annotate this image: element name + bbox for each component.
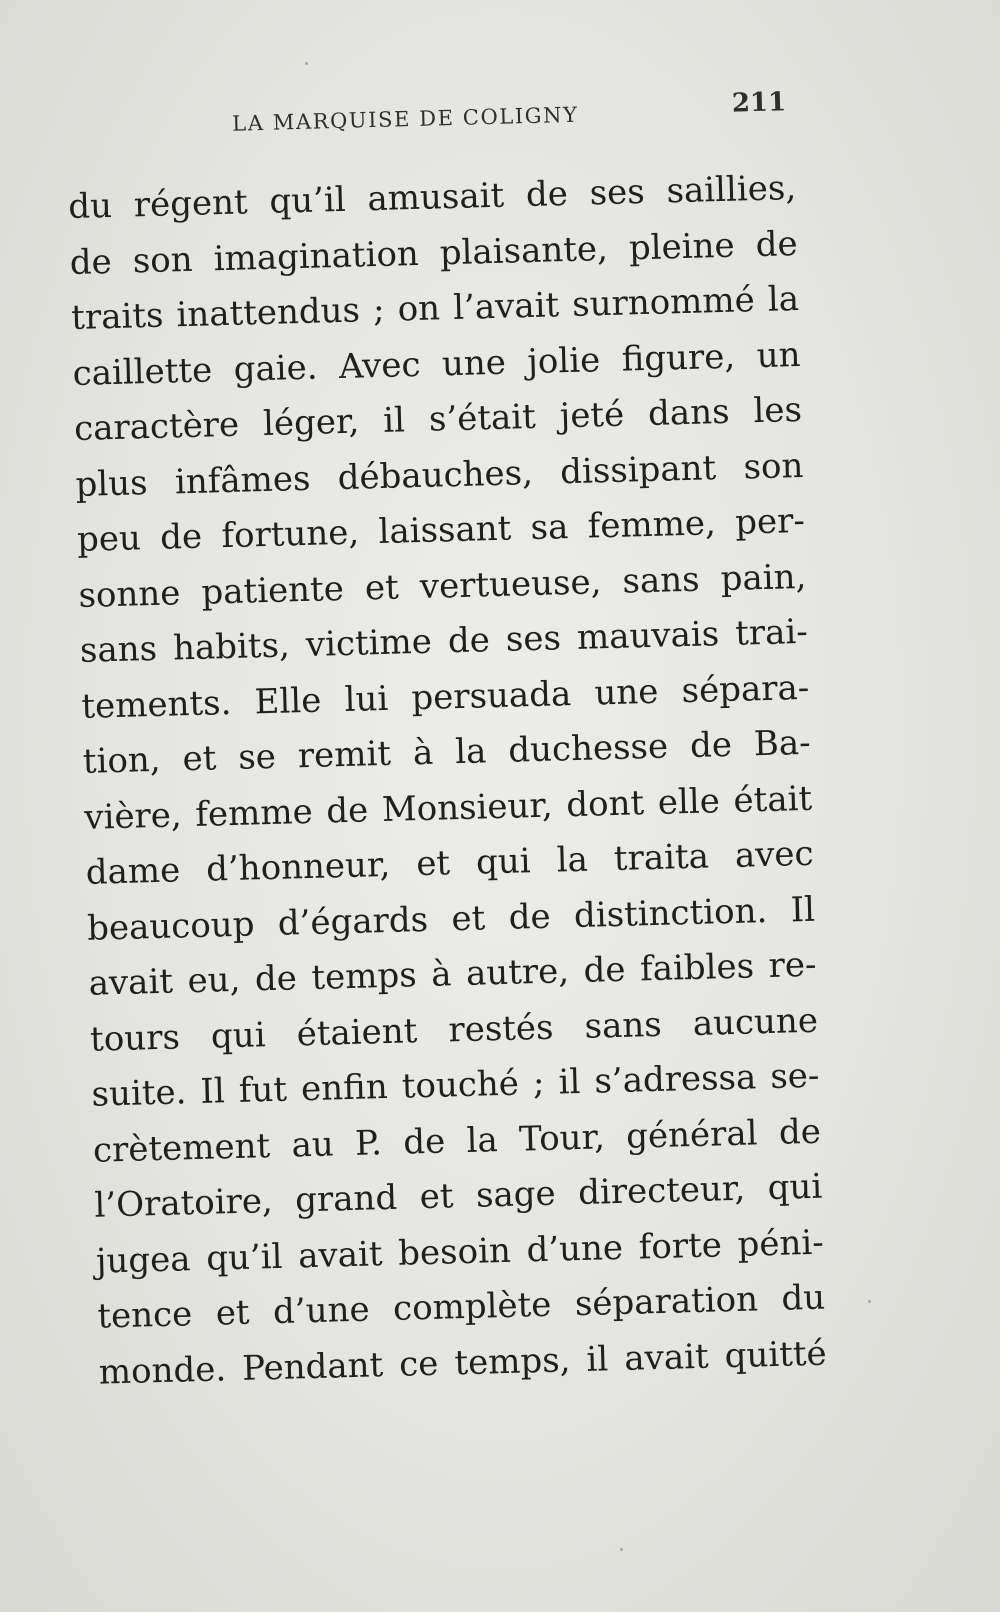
text-line: plus infâmes débauches, dissipant son [75,445,804,505]
text-line: caillette gaie. Avec une jolie figure, un [72,334,801,394]
text-line: l’Oratoire, grand et sage directeur, qui [93,1166,823,1226]
text-line: vière, femme de Monsieur, dont elle était [83,778,813,838]
text-line: sans habits, victime de ses mauvais trai- [79,611,809,671]
text-line: dame d’honneur, et qui la traita avec [85,833,815,893]
text-line: peu de fortune, laissant sa femme, per- [76,500,806,560]
text-line: jugea qu’il avait besoin d’une forte péni- [95,1222,825,1282]
text-line: de son imagination plaisante, pleine de [69,223,799,283]
text-line: crètement au P. de la Tour, général de [92,1111,822,1171]
text-line: du régent qu’il amusait de ses saillies, [67,167,797,228]
page-number: 211 [731,87,787,119]
text-line: traits inattendus ; on l’avait surnommé la [70,278,800,339]
running-header [232,87,813,146]
text-line: sonne patiente et vertueuse, sans pain, [77,556,807,616]
text-line: monde. Pendant ce temps, il avait quitté [98,1333,828,1393]
text-line: tion, et se remit à la duchesse de Ba- [82,722,812,782]
text-line: tence et d’une complète séparation du [96,1277,826,1337]
text-line: tements. Elle lui persuada une sépara- [80,667,810,727]
body-text [68,161,828,1401]
text-line: beaucoup d’égards et de distinction. Il [86,889,816,949]
text-line: tours qui étaient restés sans aucune [89,1000,819,1060]
text-line: caractère léger, il s’était jeté dans les [73,389,803,449]
text-line: avait eu, de temps à autre, de faibles re- [88,944,817,1004]
running-title: LA MARQUISE DE COLIGNY [231,102,579,136]
text-line: suite. Il fut enfin touché ; il s’adressa se- [91,1055,820,1115]
